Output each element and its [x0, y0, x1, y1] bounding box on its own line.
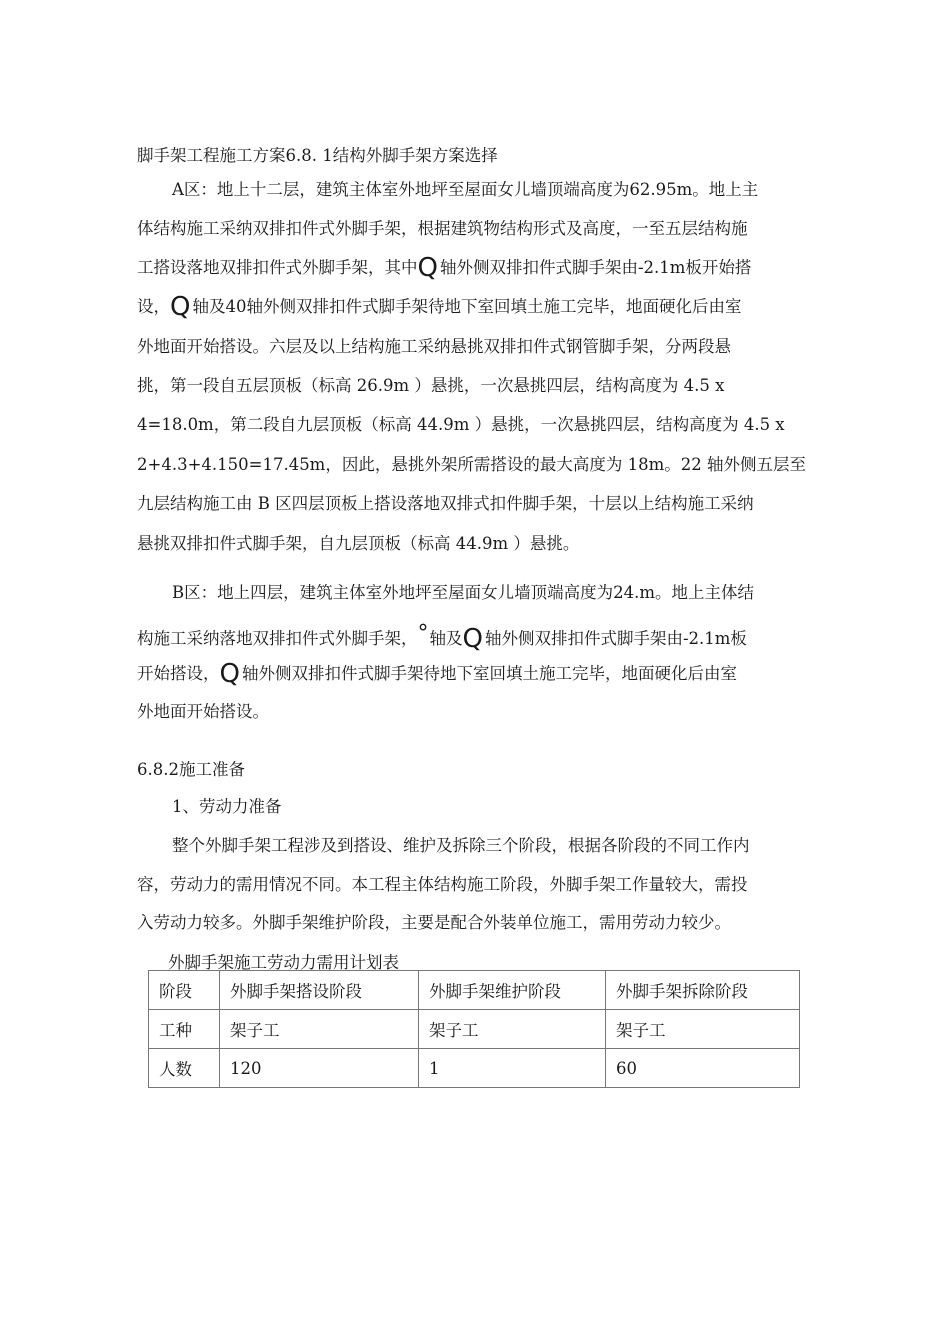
subsection-heading: 1、劳动力准备 [172, 797, 282, 816]
labor-plan-table [148, 970, 800, 1088]
paragraph-a-line-5: 外地面开始搭设。六层及以上结构施工采纳悬挑双排扣件式钢管脚手架，分两段悬 [137, 337, 731, 356]
paragraph-b-line-1: B区：地上四层，建筑主体室外地坪至屋面女儿墙顶端高度为24.m。地上主体结 [172, 583, 755, 602]
paragraph-b-line-3 [137, 659, 817, 689]
text-segment: 轴外侧双排扣件式脚手架待地下室回填土施工完毕，地面硬化后由室 [241, 664, 737, 683]
paragraph-b-line-2 [137, 621, 817, 654]
text-segment: 构施工采纳落地双排扣件式外脚手架， [137, 629, 418, 648]
paragraph-a-line-6: 挑，第一段自五层顶板（标高 26.9m ）悬挑，一次悬挑四层，结构高度为 4.5 x [137, 376, 725, 395]
table-cell: 60 [606, 1049, 800, 1088]
paragraph-c-line-3: 入劳动力较多。外脚手架维护阶段，主要是配合外装单位施工，需用劳动力较少。 [137, 913, 731, 932]
paragraph-a-line-9: 九层结构施工由 B 区四层顶板上搭设落地双排式扣件脚手架，十层以上结构施工采纳 [137, 494, 754, 513]
table-cell: 架子工 [220, 1010, 419, 1049]
table-cell: 架子工 [606, 1010, 800, 1049]
table-row [149, 1049, 800, 1088]
paragraph-a-line-2: 体结构施工采纳双排扣件式外脚手架，根据建筑物结构形式及高度，一至五层结构施 [137, 219, 748, 238]
paragraph-a-line-4 [137, 292, 817, 322]
table-cell: 架子工 [419, 1010, 606, 1049]
table-cell: 工种 [149, 1010, 220, 1049]
text-segment: 设， [137, 297, 170, 316]
axis-circle-mark: Q [219, 659, 240, 689]
text-segment: 轴外侧双排扣件式脚手架由-2.1m板 [484, 629, 747, 648]
table-row [149, 971, 800, 1010]
text-segment: 工搭设落地双排扣件式外脚手架，其中 [137, 258, 418, 277]
table-row [149, 1010, 800, 1049]
table-cell: 人数 [149, 1049, 220, 1088]
paragraph-b-line-4: 外地面开始搭设。 [137, 702, 269, 721]
text-segment: 轴及 [429, 629, 463, 648]
text-segment: 轴及40轴外侧双排扣件式脚手架待地下室回填土施工完毕，地面硬化后由室 [192, 297, 742, 316]
document-heading: 脚手架工程施工方案6.8. 1结构外脚手架方案选择 [137, 146, 498, 165]
axis-circle-mark: Q [170, 292, 191, 322]
paragraph-a-line-7: 4=18.0m，第二段自九层顶板（标高 44.9m ）悬挑，一次悬挑四层，结构高度为 4.5 x [137, 415, 785, 434]
table-cell: 120 [220, 1049, 419, 1088]
text-segment: 轴外侧双排扣件式脚手架由-2.1m板开始搭 [439, 258, 752, 277]
table-caption: 外脚手架施工劳动力需用计划表 [168, 953, 399, 972]
paragraph-a-line-10: 悬挑双排扣件式脚手架，自九层顶板（标高 44.9m ）悬挑。 [137, 534, 580, 553]
section-heading: 6.8.2施工准备 [137, 760, 245, 779]
table-cell: 1 [419, 1049, 606, 1088]
paragraph-a-line-1: A区：地上十二层，建筑主体室外地坪至屋面女儿墙顶端高度为62.95m。地上主 [172, 180, 759, 199]
table-cell: 阶段 [149, 971, 220, 1010]
paragraph-a-line-3 [137, 253, 817, 283]
axis-circle-mark: Q [462, 624, 483, 654]
degree-mark: ° [417, 621, 429, 646]
table-cell: 外脚手架搭设阶段 [220, 971, 419, 1010]
paragraph-c-line-1: 整个外脚手架工程涉及到搭设、维护及拆除三个阶段，根据各阶段的不同工作内 [172, 836, 750, 855]
text-segment: 开始搭设， [137, 664, 220, 683]
table-cell: 外脚手架拆除阶段 [606, 971, 800, 1010]
paragraph-c-line-2: 容，劳动力的需用情况不同。本工程主体结构施工阶段，外脚手架工作量较大，需投 [137, 875, 748, 894]
axis-circle-mark: Q [417, 253, 438, 283]
table-cell: 外脚手架维护阶段 [419, 971, 606, 1010]
paragraph-a-line-8: 2+4.3+4.150=17.45m，因此，悬挑外架所需搭设的最大高度为 18m。22 轴外侧五层至 [137, 455, 806, 474]
